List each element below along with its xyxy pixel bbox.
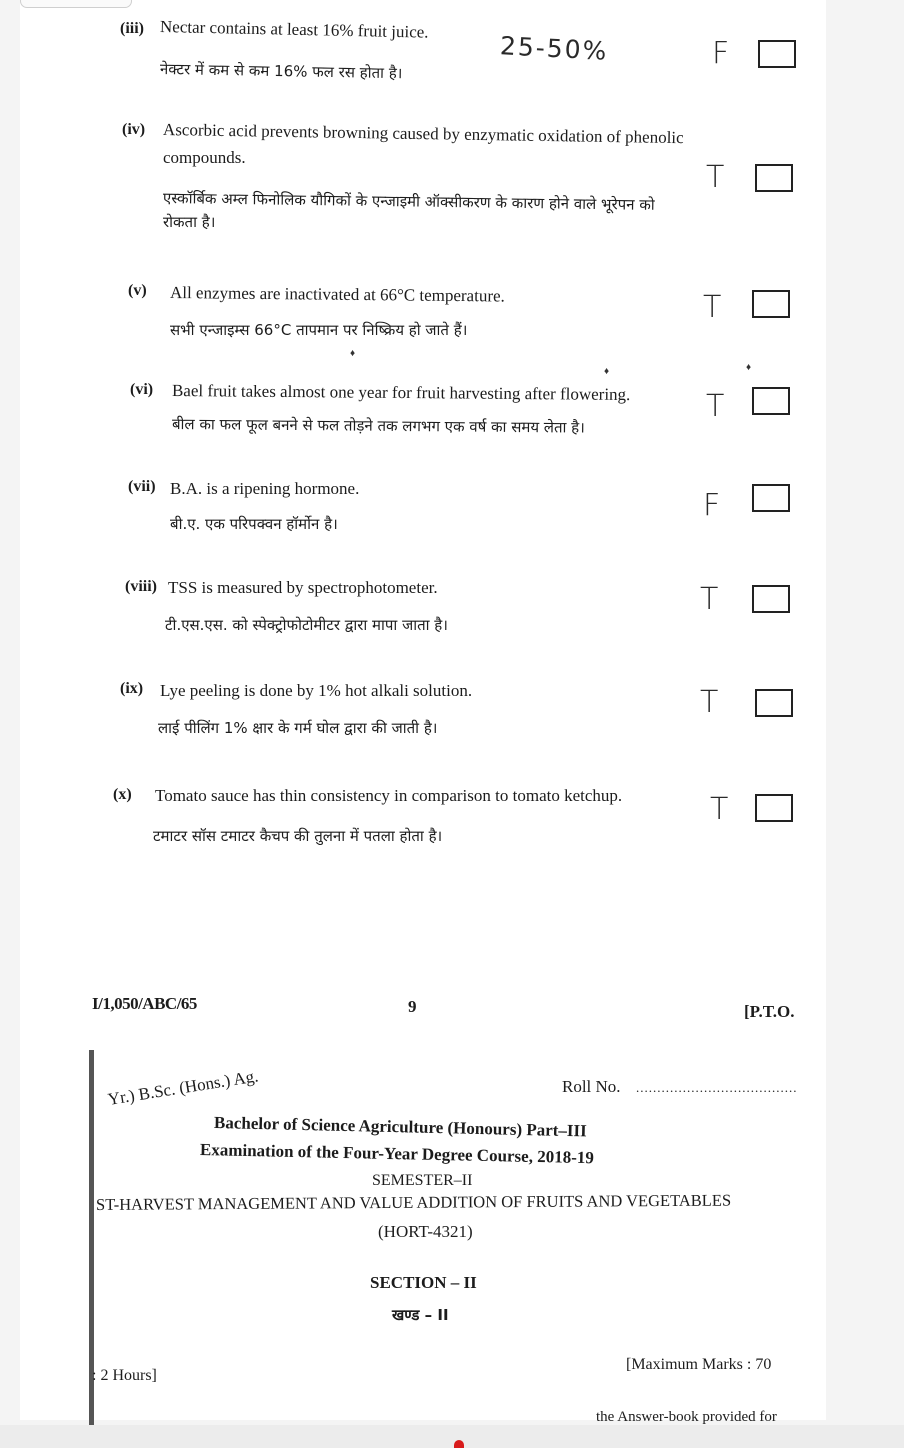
speck: ♦ <box>604 366 610 377</box>
maximum-marks: [Maximum Marks : 70 <box>626 1356 772 1373</box>
handwritten-answer: T <box>710 792 729 827</box>
question-text-hi: नेक्टर में कम से कम 16% फल रस होता है। <box>159 60 403 83</box>
question-number: (vii) <box>128 478 156 495</box>
question-number: (v) <box>128 282 147 299</box>
answer-box[interactable] <box>752 290 790 318</box>
question-number: (x) <box>113 786 132 803</box>
question-text-hi: बी.ए. एक परिपक्वन हॉर्मोन है। <box>170 515 338 533</box>
question-number: (iii) <box>120 20 144 37</box>
answer-box[interactable] <box>755 794 793 822</box>
question-text-hi: एस्कॉर्बिक अम्ल फिनोलिक यौगिकों के एन्जाइमी ऑक्सीकरण के कारण होने वाले भूरेपन को <box>162 189 655 214</box>
speck: ♦ <box>746 362 752 373</box>
degree-title: Bachelor of Science Agriculture (Honours) Part–III <box>213 1113 587 1141</box>
question-text-en: All enzymes are inactivated at 66°C temperature. <box>169 283 505 306</box>
answer-box[interactable] <box>752 387 790 415</box>
answer-box[interactable] <box>755 164 793 192</box>
window-edge <box>20 0 132 8</box>
page-number: 9 <box>408 997 417 1016</box>
exam-title: Examination of the Four-Year Degree Course, 2018-19 <box>199 1140 595 1168</box>
course-code: (HORT-4321) <box>378 1222 473 1241</box>
question-text-en: Bael fruit takes almost one year for fruit harvesting after flowering. <box>171 381 631 404</box>
section-title-hi: खण्ड – II <box>392 1306 449 1324</box>
handwritten-answer: T <box>703 290 722 325</box>
section-title: SECTION – II <box>370 1273 477 1292</box>
handwritten-answer: T <box>706 160 725 195</box>
handwritten-answer: T <box>700 685 719 720</box>
question-text-hi: टमाटर सॉस टमाटर कैचप की तुलना में पतला होता है। <box>153 827 443 845</box>
question-text-en: TSS is measured by spectrophotometer. <box>168 578 438 597</box>
question-text-en: Ascorbic acid prevents browning caused by enzymatic oxidation of phenolic <box>162 120 684 148</box>
question-text-hi-cont: रोकता है। <box>163 213 216 231</box>
question-text-hi: बील का फल फूल बनने से फल तोड़ने तक लगभग एक वर्ष का समय लेता है। <box>171 415 585 437</box>
semester: SEMESTER–II <box>372 1172 473 1189</box>
pto-label: [P.T.O. <box>744 1002 795 1021</box>
roll-no-label: Roll No. <box>562 1077 621 1096</box>
speck: ♦ <box>350 348 356 359</box>
handwritten-answer: F <box>712 36 730 71</box>
handwritten-answer: F <box>703 488 721 523</box>
question-text-en-cont: compounds. <box>163 148 246 167</box>
question-text-en: Lye peeling is done by 1% hot alkali solution. <box>160 681 473 700</box>
course-year: Yr.) B.Sc. (Hons.) Ag. <box>106 1066 260 1109</box>
question-text-hi: लाई पीलिंग 1% क्षार के गर्म घोल द्वारा की जाती है। <box>158 719 438 737</box>
answer-box[interactable] <box>755 689 793 717</box>
handwritten-answer: T <box>706 389 725 424</box>
question-number: (iv) <box>122 121 146 138</box>
question-number: (ix) <box>120 680 144 697</box>
instruction-text: the Answer-book provided for <box>596 1409 777 1425</box>
time-allowed: : 2 Hours] <box>92 1367 157 1384</box>
indicator-dot <box>454 1440 464 1448</box>
answer-box[interactable] <box>758 40 796 68</box>
question-text-hi: सभी एन्जाइम्स 66°C तापमान पर निष्क्रिय हो जाते हैं। <box>170 321 468 339</box>
question-text-en: Tomato sauce has thin consistency in comparison to tomato ketchup. <box>155 786 623 805</box>
answer-box[interactable] <box>752 484 790 512</box>
question-number: (vi) <box>130 381 154 398</box>
answer-box[interactable] <box>752 585 790 613</box>
question-number: (viii) <box>125 578 157 595</box>
handwritten-answer: T <box>700 582 719 617</box>
question-text-en: Nectar contains at least 16% fruit juice. <box>159 17 429 42</box>
paper-code: I/1,050/ABC/65 <box>92 994 197 1013</box>
bottom-bar <box>0 1425 904 1448</box>
roll-no-field[interactable]: ...................................... <box>636 1080 798 1095</box>
question-text-en: B.A. is a ripening hormone. <box>170 479 360 498</box>
subject-title: ST-HARVEST MANAGEMENT AND VALUE ADDITION OF FRUITS AND VEGETABLES <box>95 1190 732 1214</box>
question-text-hi: टी.एस.एस. को स्पेक्ट्रोफोटोमीटर द्वारा मापा जाता है। <box>165 616 448 634</box>
handwritten-note: 25-50% <box>499 31 610 66</box>
